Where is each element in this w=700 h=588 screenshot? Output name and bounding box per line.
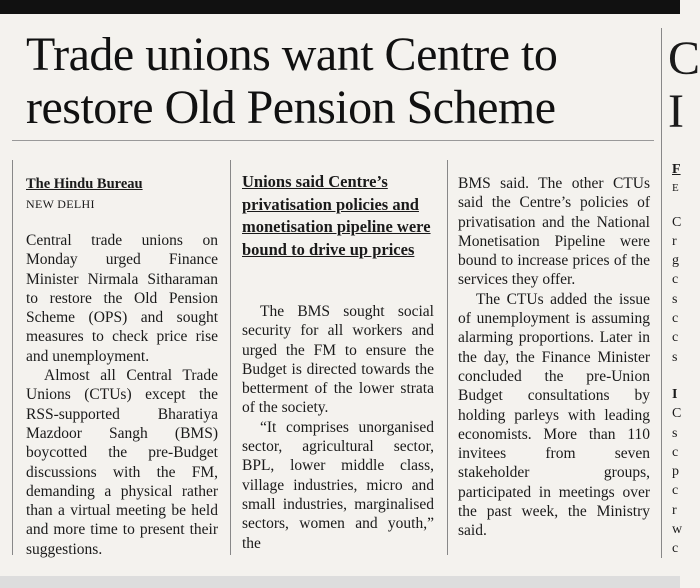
byline: The Hindu Bureau <box>26 176 143 192</box>
paragraph: BMS said. The other CTUs said the Centre’s policies of privatisation and the National Monetisation Pipeline were bound to increase prices of the services they offer. <box>458 175 650 289</box>
next-article-headline-fragment: C I <box>668 32 700 138</box>
column-divider-1 <box>230 160 231 555</box>
headline <box>26 28 656 134</box>
paragraph: Central trade unions on Monday urged Finance Minister Nirmala Sitharaman to restore the Old Pension Scheme (OPS) and sought measures to check price rise and unemployment. <box>26 232 218 365</box>
column-divider-right <box>661 28 662 558</box>
headline-line-1: Trade unions want Centre to <box>26 28 558 81</box>
dateline: NEW DELHI <box>26 197 95 211</box>
paragraph: The CTUs added the issue of unemployment is assuming alarming proportions. Later in the day, the Finance Minister concluded the pre-Union Budget consultations by holding parleys with leading economists. More than 110 invitees from seven stakeholder groups, participated in meetings over the past week, the Ministry said. <box>458 290 650 540</box>
paragraph: Almost all Central Trade Unions (CTUs) except the RSS-supported Bharatiya Mazdoor Sangh (BMS) boycotted the pre-Budget discussions with the FM, demanding a physical rather than a virtual meeting be held and more time to present their suggestions. <box>26 367 218 558</box>
paragraph: The BMS sought social security for all workers and urged the FM to ensure the Budget is directed towards the betterment of the lower strata of the society. <box>242 303 434 417</box>
top-border <box>0 0 680 14</box>
next-article-text-fragment: F E C r g c s c c s I C s c p c r w c <box>672 162 683 557</box>
column-divider-left <box>12 160 13 555</box>
column-3 <box>458 174 650 541</box>
bottom-margin <box>0 576 680 588</box>
pull-quote: Unions said Centre’s privatisation policies and monetisation pipeline were bound to drive up prices <box>242 172 431 259</box>
column-1 <box>26 231 218 559</box>
column-divider-2 <box>447 160 448 555</box>
column-2 <box>242 302 434 553</box>
headline-rule <box>12 140 654 141</box>
headline-line-2: restore Old Pension Scheme <box>26 81 556 134</box>
paragraph: “It comprises unorganised sector, agricultural sector, BPL, lower middle class, village industries, micro and small industries, marginalised sectors, women and youth,” the <box>242 418 434 552</box>
